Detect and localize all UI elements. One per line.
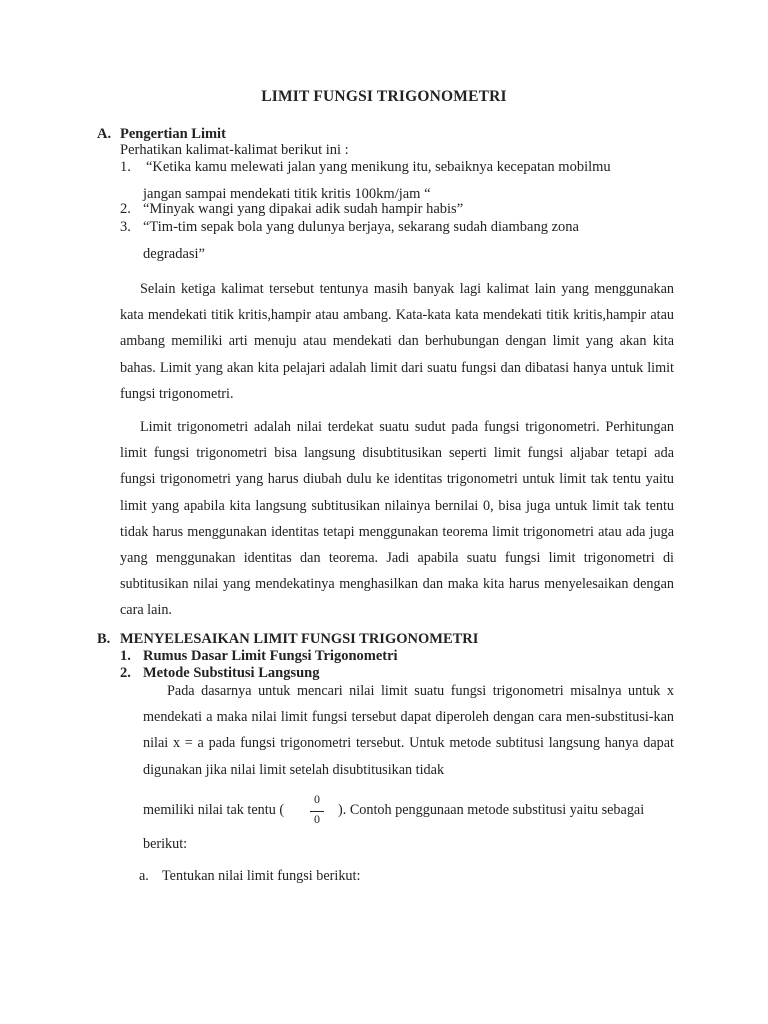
paragraph-substitution: Pada dasarnya untuk mencari nilai limit suatu fungsi trigonometri misalnya untuk x mendekati a maka nilai limit fungsi tersebut dapat diperoleh dengan cara men-substitusi-kan nilai x = a pada fungsi trigonometri tersebut. Untuk metode subtitusi langsung hanya dapat digunakan jika nilai limit setelah disubtitusikan tidak [143,683,674,778]
example-letter: a. [139,868,149,884]
fraction-line-before: memiliki nilai tak tentu ( [143,802,285,818]
list-item-number: 2. [120,201,131,217]
list-item-text-continued: degradasi” [143,246,205,262]
list-item-text-continued: jangan sampai mendekati titik kritis 100km/jam “ [143,186,431,202]
section-a-heading: Pengertian Limit [120,126,226,142]
fraction-numerator: 0 [314,792,320,806]
fraction-line-after: ). Contoh penggunaan metode substitusi yaitu sebagai [338,802,645,818]
paragraph-intro: Selain ketiga kalimat tersebut tentunya masih banyak lagi kalimat lain yang menggunakan kata mendekati titik kritis,hampir atau ambang. Kata-kata kata mendekati titik kritis,hampir atau ambang memiliki arti menuju atau mendekati dan berhubungan dengan limit yang akan kita bahas. Limit yang akan kita pelajari adalah limit dari suatu fungsi dan dibatasi hanya untuk limit fungsi trigonometri. [120,281,674,402]
list-item-text: “Ketika kamu melewati jalan yang menikung itu, sebaiknya kecepatan mobilmu [146,159,611,175]
subsection-number: 2. [120,665,131,681]
document-title: LIMIT FUNGSI TRIGONOMETRI [261,88,507,105]
section-b-heading: MENYELESAIKAN LIMIT FUNGSI TRIGONOMETRI [120,631,479,647]
section-a-letter: A. [97,126,112,142]
example-text: Tentukan nilai limit fungsi berikut: [162,868,361,884]
list-item-number: 1. [120,159,131,175]
list-item-number: 3. [120,219,131,235]
subsection-heading: Rumus Dasar Limit Fungsi Trigonometri [143,648,398,664]
section-b-letter: B. [97,631,111,647]
fraction-denominator: 0 [314,812,320,826]
paragraph-last-line: berikut: [143,836,188,852]
section-a-intro: Perhatikan kalimat-kalimat berikut ini : [120,142,349,158]
paragraph-definition: Limit trigonometri adalah nilai terdekat suatu sudut pada fungsi trigonometri. Perhitungan limit fungsi trigonometri bisa langsung disubtitusikan seperti limit fungsi aljabar tetapi ada fungsi trigonometri yang harus diubah dulu ke identitas trigonometri untuk limit tak tentu yaitu limit yang apabila kita langsung subtitusikan nilainya bernilai 0, bisa juga untuk limit tak tentu tidak harus menggunakan identitas tetapi menggunakan teorema limit trigonometri atau ada juga yang menggunakan identitas dan teorema. Jadi apabila suatu fungsi limit trigonometri di subtitusikan nilai yang mendekatinya menghasilkan dan maka kita harus menyelesaikan dengan cara lain. [120,419,674,619]
subsection-heading: Metode Substitusi Langsung [143,665,320,681]
subsection-number: 1. [120,648,131,664]
list-item-text: “Tim-tim sepak bola yang dulunya berjaya, sekarang sudah diambang zona [143,219,579,235]
list-item-text: “Minyak wangi yang dipakai adik sudah hampir habis” [143,201,464,217]
